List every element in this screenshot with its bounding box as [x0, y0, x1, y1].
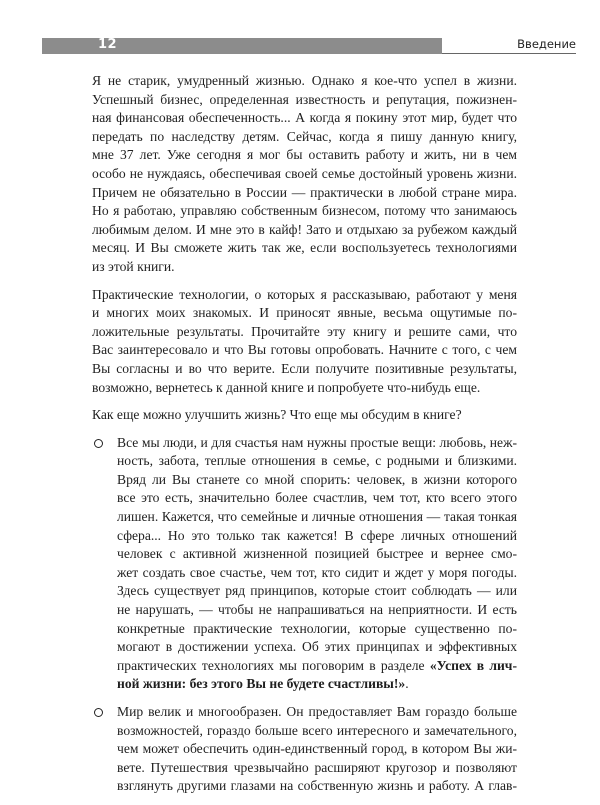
text-line: чем может обеспечить один-единственный город, в котором Вы жи-	[117, 741, 517, 757]
text-line: конкретные практические технологии, которые существенно по-	[117, 620, 517, 636]
text-line: лишен. Кажется, что семейные и личные отношения — такая тонкая	[117, 509, 517, 525]
body-text	[92, 72, 517, 805]
text-line-with-bold	[117, 657, 517, 676]
text-line: возможностей, гораздо больше всего интересного и замечательного,	[117, 722, 517, 738]
text-line: Вряд ли Вы станете со мной спорить: человек, в жизни которого	[117, 471, 517, 487]
list-item	[92, 434, 517, 694]
text-line: ложительные результаты. Прочитайте эту книгу и решите сами, что	[92, 323, 517, 339]
text-line: Здесь существует ряд принципов, которые стоит соблюдать — или	[117, 583, 517, 599]
text-line: могают в достижении успеха. Об этих принципах и эффективных	[117, 639, 517, 655]
running-header	[42, 38, 576, 54]
text-line: Как еще можно улучшить жизнь? Что еще мы обсудим в книге?	[92, 407, 462, 423]
section-title: Введение	[517, 37, 576, 51]
text-line: мне 37 лет. Уже сегодня я мог бы оставить работу и жить, ни в чем	[92, 147, 517, 163]
text-line: Но я работаю, управляю собственным бизнесом, потому что занимаюсь	[92, 203, 517, 219]
text-line: вете. Путешествия чрезвычайно расширяют кругозор и позволяют	[117, 759, 517, 775]
page-number-bar	[42, 38, 442, 54]
text-line: любимым делом. И мне это в кайф! Зато и отдыхаю за рубежом каждый	[92, 221, 517, 237]
paragraph	[92, 406, 517, 425]
list-item	[92, 703, 517, 796]
text-line: возможно, вернетесь к данной книге и попробуете что-нибудь еще.	[92, 379, 481, 395]
text-line: Мир велик и многообразен. Он предоставляет Вам гораздо больше	[117, 704, 517, 719]
text-line: сфера... Но это только так кажется! В сфере личных отношений	[117, 527, 517, 543]
paragraph	[92, 72, 517, 277]
text-line: ная финансовая обеспеченность... А когда я покину этот мир, будет что	[92, 110, 517, 126]
text-line: не нарушать, — чтобы не напрашиваться на неприятности. И есть	[117, 602, 517, 618]
header-rule	[442, 53, 576, 54]
text-line: месяц. И Вы сможете жить так же, если воспользуетесь технологиями	[92, 240, 517, 256]
circle-bullet-icon	[94, 708, 103, 717]
text-line: Вы согласны и во что верите. Если получите позитивные результаты,	[92, 360, 517, 376]
text-line: особо не нуждаясь, обеспечивая своей семье достойный уровень жизни.	[92, 165, 517, 181]
page-number: 12	[98, 37, 118, 52]
text-line: человек с активной жизненной позицией быстрее и вернее смо-	[117, 546, 517, 562]
text-span: практических технологиях мы поговорим в разделе	[117, 657, 430, 673]
paragraph	[92, 286, 517, 398]
text-line: ность, забота, теплые отношения в семье, с родными и близкими.	[117, 453, 517, 469]
text-line: из этой книги.	[92, 258, 175, 274]
text-line: Практические технологии, о которых я рассказываю, работают у меня	[92, 286, 517, 302]
text-span: .	[405, 676, 409, 692]
text-line: Вас заинтересовало и что Вы готовы опробовать. Начните с того, с чем	[92, 342, 517, 358]
text-line: взглянуть другими глазами на собственную жизнь и работу. А глав-	[117, 778, 517, 794]
text-line: жет создать свое счастье, чем тот, кто сидит и ждет у моря погоды.	[117, 564, 517, 580]
bold-section-reference: «Успех в лич-	[429, 657, 518, 673]
text-line: Успешный бизнес, определенная известность и репутация, пожизнен-	[92, 91, 517, 107]
text-line: Причем не обязательно в России — практически в любой стране мира.	[92, 184, 517, 200]
text-line-with-bold	[117, 675, 517, 694]
text-line: все это есть, значительно более счастлив, чем тот, кто всего этого	[117, 490, 517, 506]
text-line: Все мы люди, и для счастья нам нужны простые вещи: любовь, неж-	[117, 434, 517, 450]
bullet-list	[92, 434, 517, 796]
text-line: Я не старик, умудренный жизнью. Однако я кое-что успел в жизни.	[92, 73, 517, 88]
text-line: и многих моих знакомых. И приносят явные, весьма ощутимые по-	[92, 305, 517, 321]
bold-section-reference: ной жизни: без этого Вы не будете счастливы!»	[117, 676, 406, 692]
text-line: передать по наследству детям. Сейчас, когда я пишу данную книгу,	[92, 128, 517, 144]
circle-bullet-icon	[94, 439, 103, 448]
